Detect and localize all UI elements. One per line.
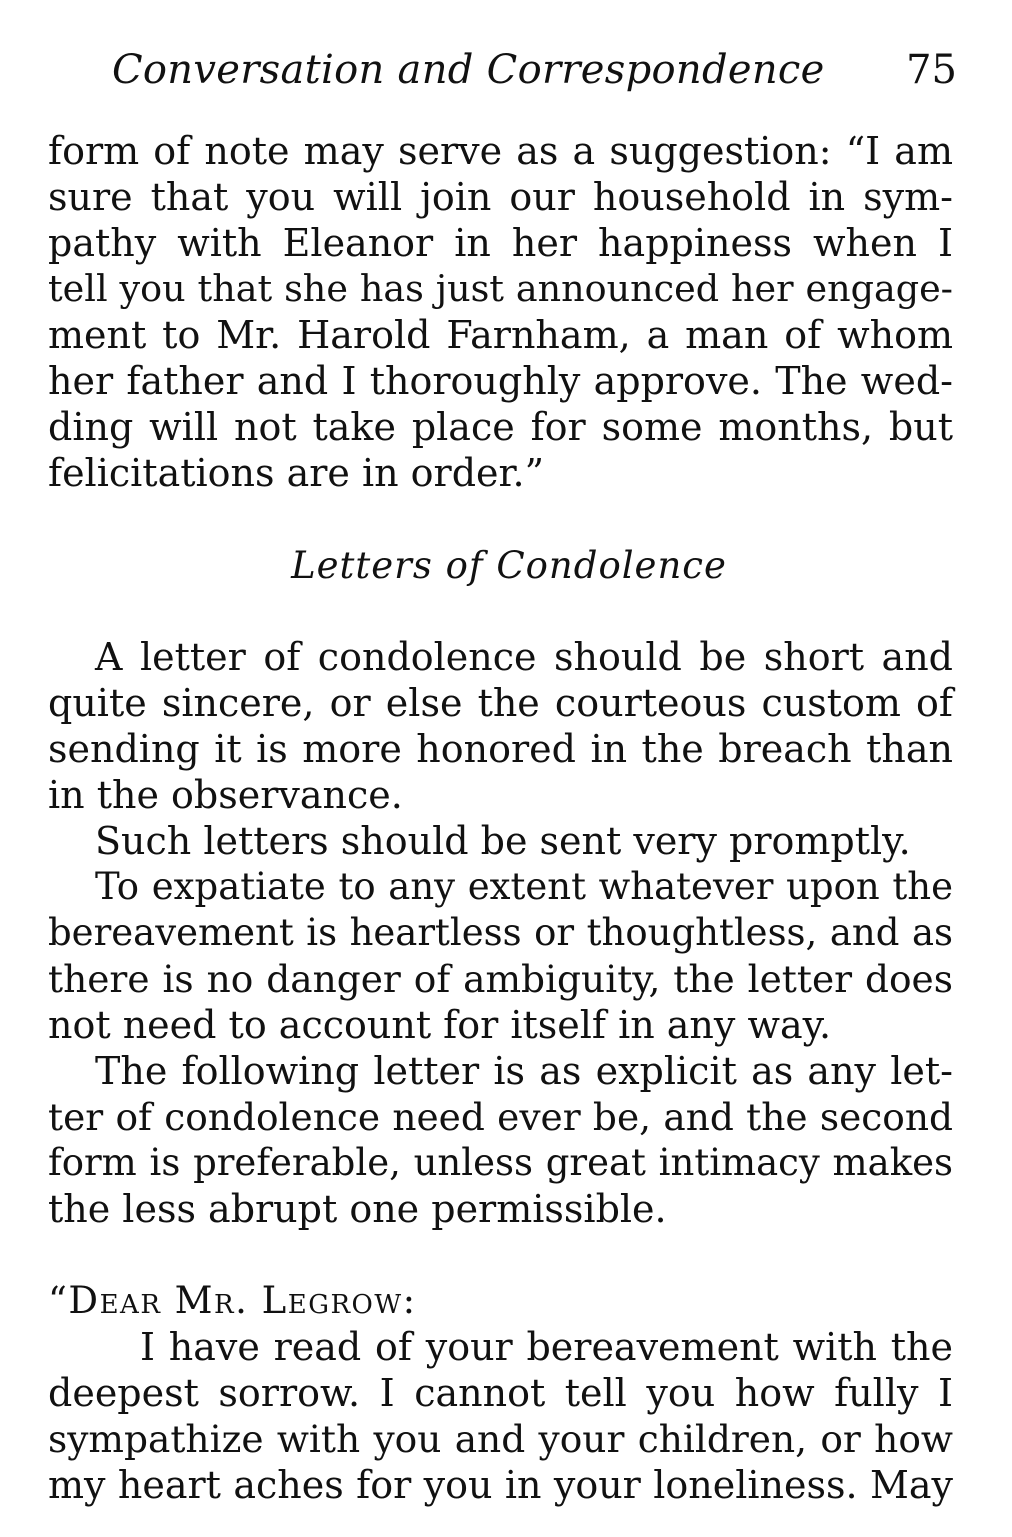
text-line: A letter of condolence should be short and (95, 635, 953, 679)
text-line: tell you that she has just announced her engage- (48, 267, 953, 310)
text-line: form of note may serve as a suggestion: “I am (48, 129, 953, 173)
text-line: my heart aches for you in your loneliness. May (48, 1463, 953, 1507)
text-line: ding will not take place for some months, but (48, 405, 953, 449)
text-line: bereavement is heartless or thoughtless, and as (48, 911, 953, 954)
text-line: sending it is more honored in the breach than (48, 727, 953, 771)
text-line: ment to Mr. Harold Farnham, a man of whom (48, 313, 953, 357)
text-line: not need to account for itself in any way. (48, 1003, 832, 1047)
text-line: ter of condolence need ever be, and the second (48, 1095, 953, 1139)
letter-salutation: “Dear Mr. Legrow: (48, 1279, 417, 1322)
text-line: there is no danger of ambiguity, the letter does (48, 957, 953, 1001)
text-line: To expatiate to any extent whatever upon the (95, 865, 953, 908)
text-line: I have read of your bereavement with the (140, 1325, 953, 1369)
text-line: her father and I thoroughly approve. The wed- (48, 359, 953, 403)
text-line: sure that you will join our household in sym- (48, 175, 953, 219)
text-line: The following letter is as explicit as any let- (95, 1049, 953, 1093)
section-heading: Letters of Condolence (291, 544, 727, 587)
text-line: pathy with Eleanor in her happiness when I (48, 221, 953, 265)
text-line: sympathize with you and your children, or how (48, 1417, 953, 1461)
text-line: deepest sorrow. I cannot tell you how fully I (48, 1371, 953, 1415)
text-line: form is preferable, unless great intimacy makes (48, 1141, 953, 1184)
text-line: in the observance. (48, 773, 403, 817)
text-line: Such letters should be sent very promptly. (95, 819, 911, 863)
page-number: 75 (906, 47, 957, 93)
text-line: felicitations are in order.” (48, 451, 545, 495)
running-title: Conversation and Correspondence (112, 47, 825, 93)
text-line: the less abrupt one permissible. (48, 1187, 667, 1231)
text-line: quite sincere, or else the courteous custom of (48, 681, 953, 725)
running-header (112, 40, 957, 100)
